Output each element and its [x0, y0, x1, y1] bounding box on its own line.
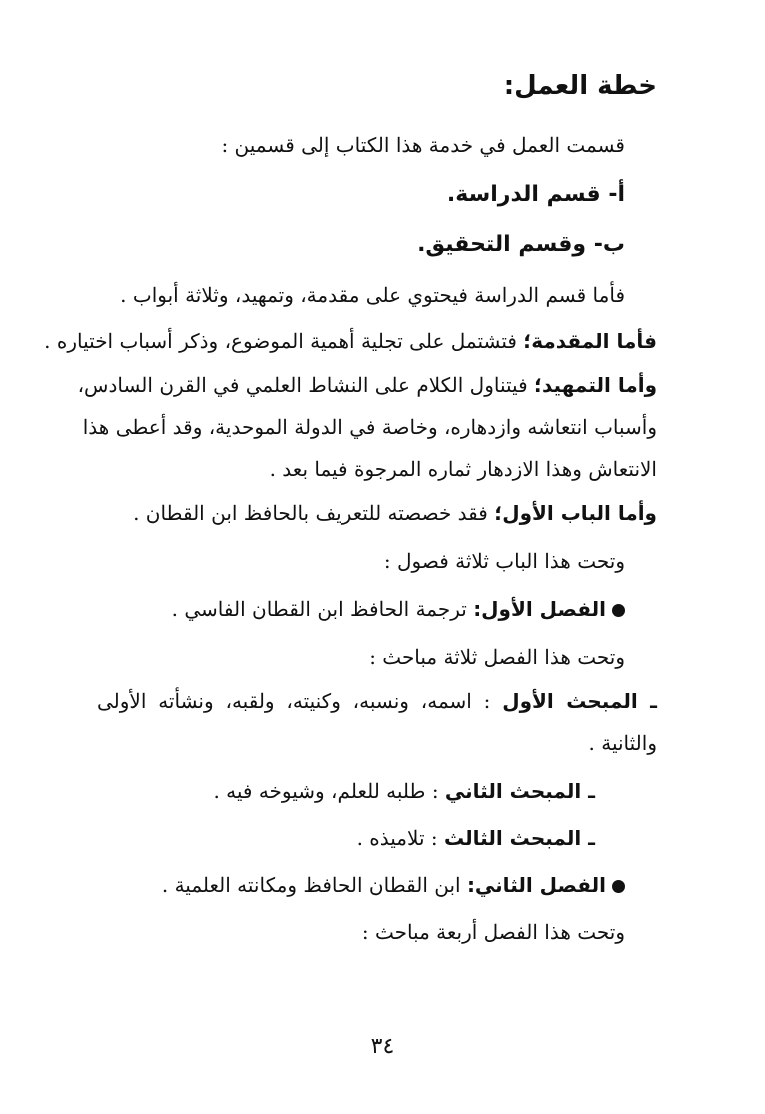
section-two-item [162, 865, 625, 905]
chapter-one-text: فقد خصصته للتعريف بالحافظ ابن القطان . [133, 501, 495, 525]
section-one-item [172, 589, 625, 629]
topic-one-lead: ـ المبحث الأول [502, 689, 657, 713]
section-one-lead: الفصل الأول: [473, 597, 606, 621]
bullet-icon [612, 604, 625, 617]
topic-three-lead: ـ المبحث الثالث [443, 826, 595, 850]
bullet-icon [612, 880, 625, 893]
study-section-line: فأما قسم الدراسة فيحتوي على مقدمة، وتمهيد، وثلاثة أبواب . [120, 283, 625, 307]
section-two-text: ابن القطان الحافظ ومكانته العلمية . [161, 873, 467, 897]
intro-line: قسمت العمل في خدمة هذا الكتاب إلى قسمين : [221, 133, 625, 157]
topic-one-text-1: : اسمه، ونسبه، وكنيته، ولقبه، ونشأته الأولى [97, 689, 503, 713]
topic-one-line-2: والثانية . [588, 731, 657, 755]
introduction-paragraph [44, 321, 657, 361]
topic-three-item [357, 818, 595, 858]
chapter-one-sections-line: وتحت هذا الباب ثلاثة فصول : [383, 549, 625, 573]
part-a-heading: أ- قسم الدراسة. [446, 182, 625, 207]
chapter-one-lead: وأما الباب الأول؛ [494, 501, 657, 525]
section-two-lead: الفصل الثاني: [466, 873, 606, 897]
part-b-heading: ب- وقسم التحقيق. [417, 232, 625, 257]
page-number: ٣٤ [370, 1034, 395, 1059]
section-one-topics-line: وتحت هذا الفصل ثلاثة مباحث : [369, 645, 625, 669]
topic-one-line-1 [97, 681, 657, 721]
section-one-text: ترجمة الحافظ ابن القطان الفاسي . [171, 597, 474, 621]
topic-two-text: : طلبه للعلم، وشيوخه فيه . [213, 779, 445, 803]
preface-text-1: فيتناول الكلام على النشاط العلمي في القرن السادس، [77, 373, 534, 397]
preface-line-1 [77, 365, 657, 405]
topic-two-lead: ـ المبحث الثاني [444, 779, 595, 803]
topic-three-text: : تلاميذه . [356, 826, 444, 850]
preface-lead: وأما التمهيد؛ [534, 373, 657, 397]
chapter-one-paragraph [133, 493, 657, 533]
section-two-topics-line: وتحت هذا الفصل أربعة مباحث : [361, 920, 625, 944]
introduction-text: فتشتمل على تجلية أهمية الموضوع، وذكر أسباب اختياره . [44, 329, 524, 353]
introduction-lead: فأما المقدمة؛ [523, 329, 657, 353]
topic-two-item [213, 771, 595, 811]
section-title: خطة العمل: [503, 71, 657, 101]
preface-line-3: الانتعاش وهذا الازدهار ثماره المرجوة فيما بعد . [269, 457, 657, 481]
preface-line-2: وأسباب انتعاشه وازدهاره، وخاصة في الدولة الموحدية، وقد أعطى هذا [82, 415, 657, 439]
